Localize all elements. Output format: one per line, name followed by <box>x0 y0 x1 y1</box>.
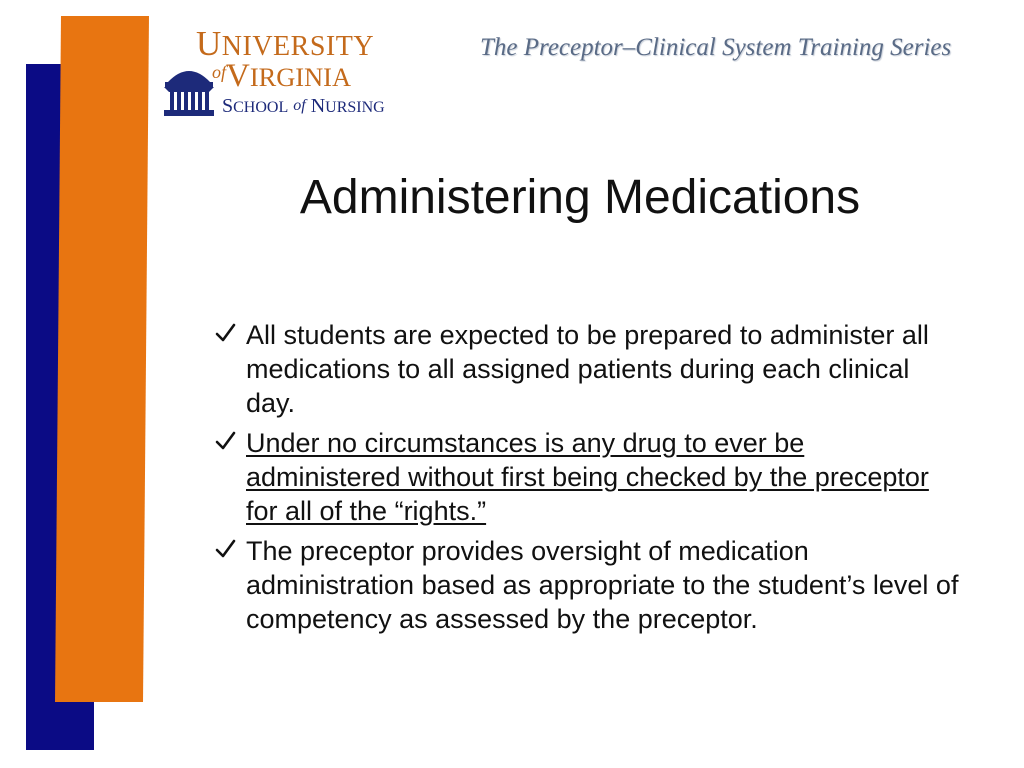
university-logo <box>160 22 430 122</box>
bullet-item <box>214 426 962 528</box>
logo-school-of-nursing-text: SCHOOL of NURSING <box>222 95 385 117</box>
checkmark-icon <box>214 538 236 560</box>
bullet-text: All students are expected to be prepared to administer all medications to all assigned patients during each clinical day. <box>246 320 929 418</box>
orange-accent-bar <box>55 16 149 702</box>
bullet-item <box>214 318 962 420</box>
checkmark-icon <box>214 430 236 452</box>
logo-virginia-text: $^{of}$VIRGINIA <box>212 58 352 94</box>
series-title: The Preceptor–Clinical System Training Series <box>480 34 952 61</box>
slide-title: Administering Medications <box>299 171 861 224</box>
bullet-list <box>214 318 962 642</box>
bullet-text: The preceptor provides oversight of medication administration based as appropriate to the student’s level of competency as assessed by the preceptor. <box>246 536 959 634</box>
checkmark-icon <box>214 322 236 344</box>
bullet-text: Under no circumstances is any drug to ever be administered without first being checked by the preceptor for all of the “rights.” <box>246 428 929 526</box>
rotunda-dome-icon <box>162 60 216 118</box>
bullet-item <box>214 534 962 636</box>
logo-university-text: UNIVERSITY <box>196 24 375 63</box>
